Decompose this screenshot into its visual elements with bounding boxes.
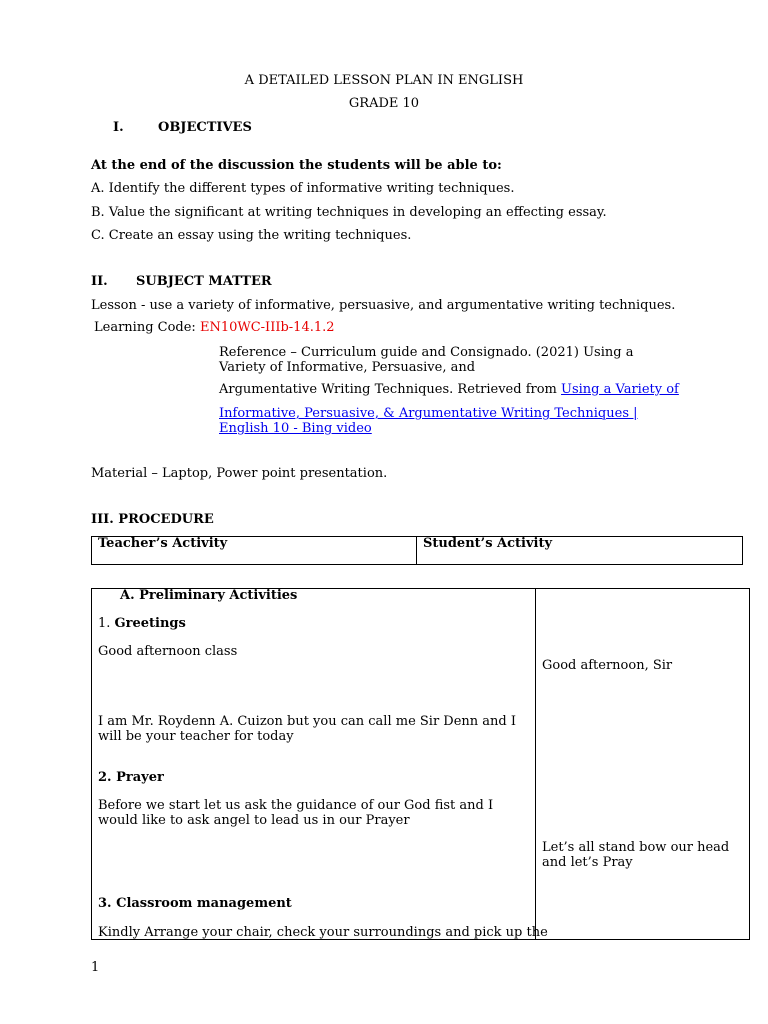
activity-table-divider [535,588,536,940]
reference-link[interactable]: Informative, Persuasive, & Argumentative Writing Techniques | English 10 - Bing video [219,406,638,436]
reference-link-block [219,406,681,436]
teacher-prayer: Before we start let us ask the guidance of our God fist and I would like to ask angel to lead us in our Prayer [98,798,494,828]
grade-level: GRADE 10 [348,96,420,111]
subject-matter-number: II. [91,274,108,289]
prayer-heading: 2. Prayer [98,770,164,785]
activity-table [91,588,750,940]
page-number: 1 [91,960,100,975]
learning-code-label: Learning Code: [94,320,200,335]
greetings-heading [98,616,186,631]
teacher-activity-header: Teacher’s Activity [98,536,228,551]
preliminary-activities-heading: A. Preliminary Activities [120,588,298,603]
objective-c: C. Create an essay using the writing techniques. [91,228,412,243]
objectives-number: I. [113,120,124,135]
learning-code-value: EN10WC-IIIb-14.1.2 [199,320,335,335]
reference-line2 [219,382,679,397]
objectives-intro: At the end of the discussion the students will be able to: [91,158,502,173]
teacher-classroom-instruction: Kindly Arrange your chair, check your surroundings and pick up the [98,925,548,940]
classroom-management-heading: 3. Classroom management [98,896,292,911]
reference-link-start[interactable]: Using a Variety of [561,382,679,397]
student-activity-header: Student’s Activity [423,536,553,551]
teacher-introduction: I am Mr. Roydenn A. Cuizon but you can call me Sir Denn and I will be your teacher for today [98,714,517,744]
subject-matter-heading: SUBJECT MATTER [136,274,272,289]
greetings-number: 1. [98,616,115,631]
greetings-label: Greetings [114,616,186,631]
document-title: A DETAILED LESSON PLAN IN ENGLISH [244,73,524,88]
teacher-greeting: Good afternoon class [98,644,238,659]
header-divider [416,536,417,565]
learning-code-line [94,320,335,335]
reference-text: Argumentative Writing Techniques. Retrieved from [219,382,562,397]
student-greeting: Good afternoon, Sir [542,658,673,673]
objective-a: A. Identify the different types of informative writing techniques. [91,181,515,196]
lesson-line: Lesson - use a variety of informative, persuasive, and argumentative writing techniques. [91,298,676,313]
objectives-heading: OBJECTIVES [158,120,252,135]
reference-line1: Reference – Curriculum guide and Consignado. (2021) Using a Variety of Informative, Persuasive, and [219,345,634,375]
objective-b: B. Value the significant at writing techniques in developing an effecting essay. [91,205,607,220]
student-prayer: Let’s all stand bow our head and let’s Pray [542,840,730,870]
material-line: Material – Laptop, Power point presentation. [91,466,388,481]
procedure-heading: III. PROCEDURE [91,512,214,527]
